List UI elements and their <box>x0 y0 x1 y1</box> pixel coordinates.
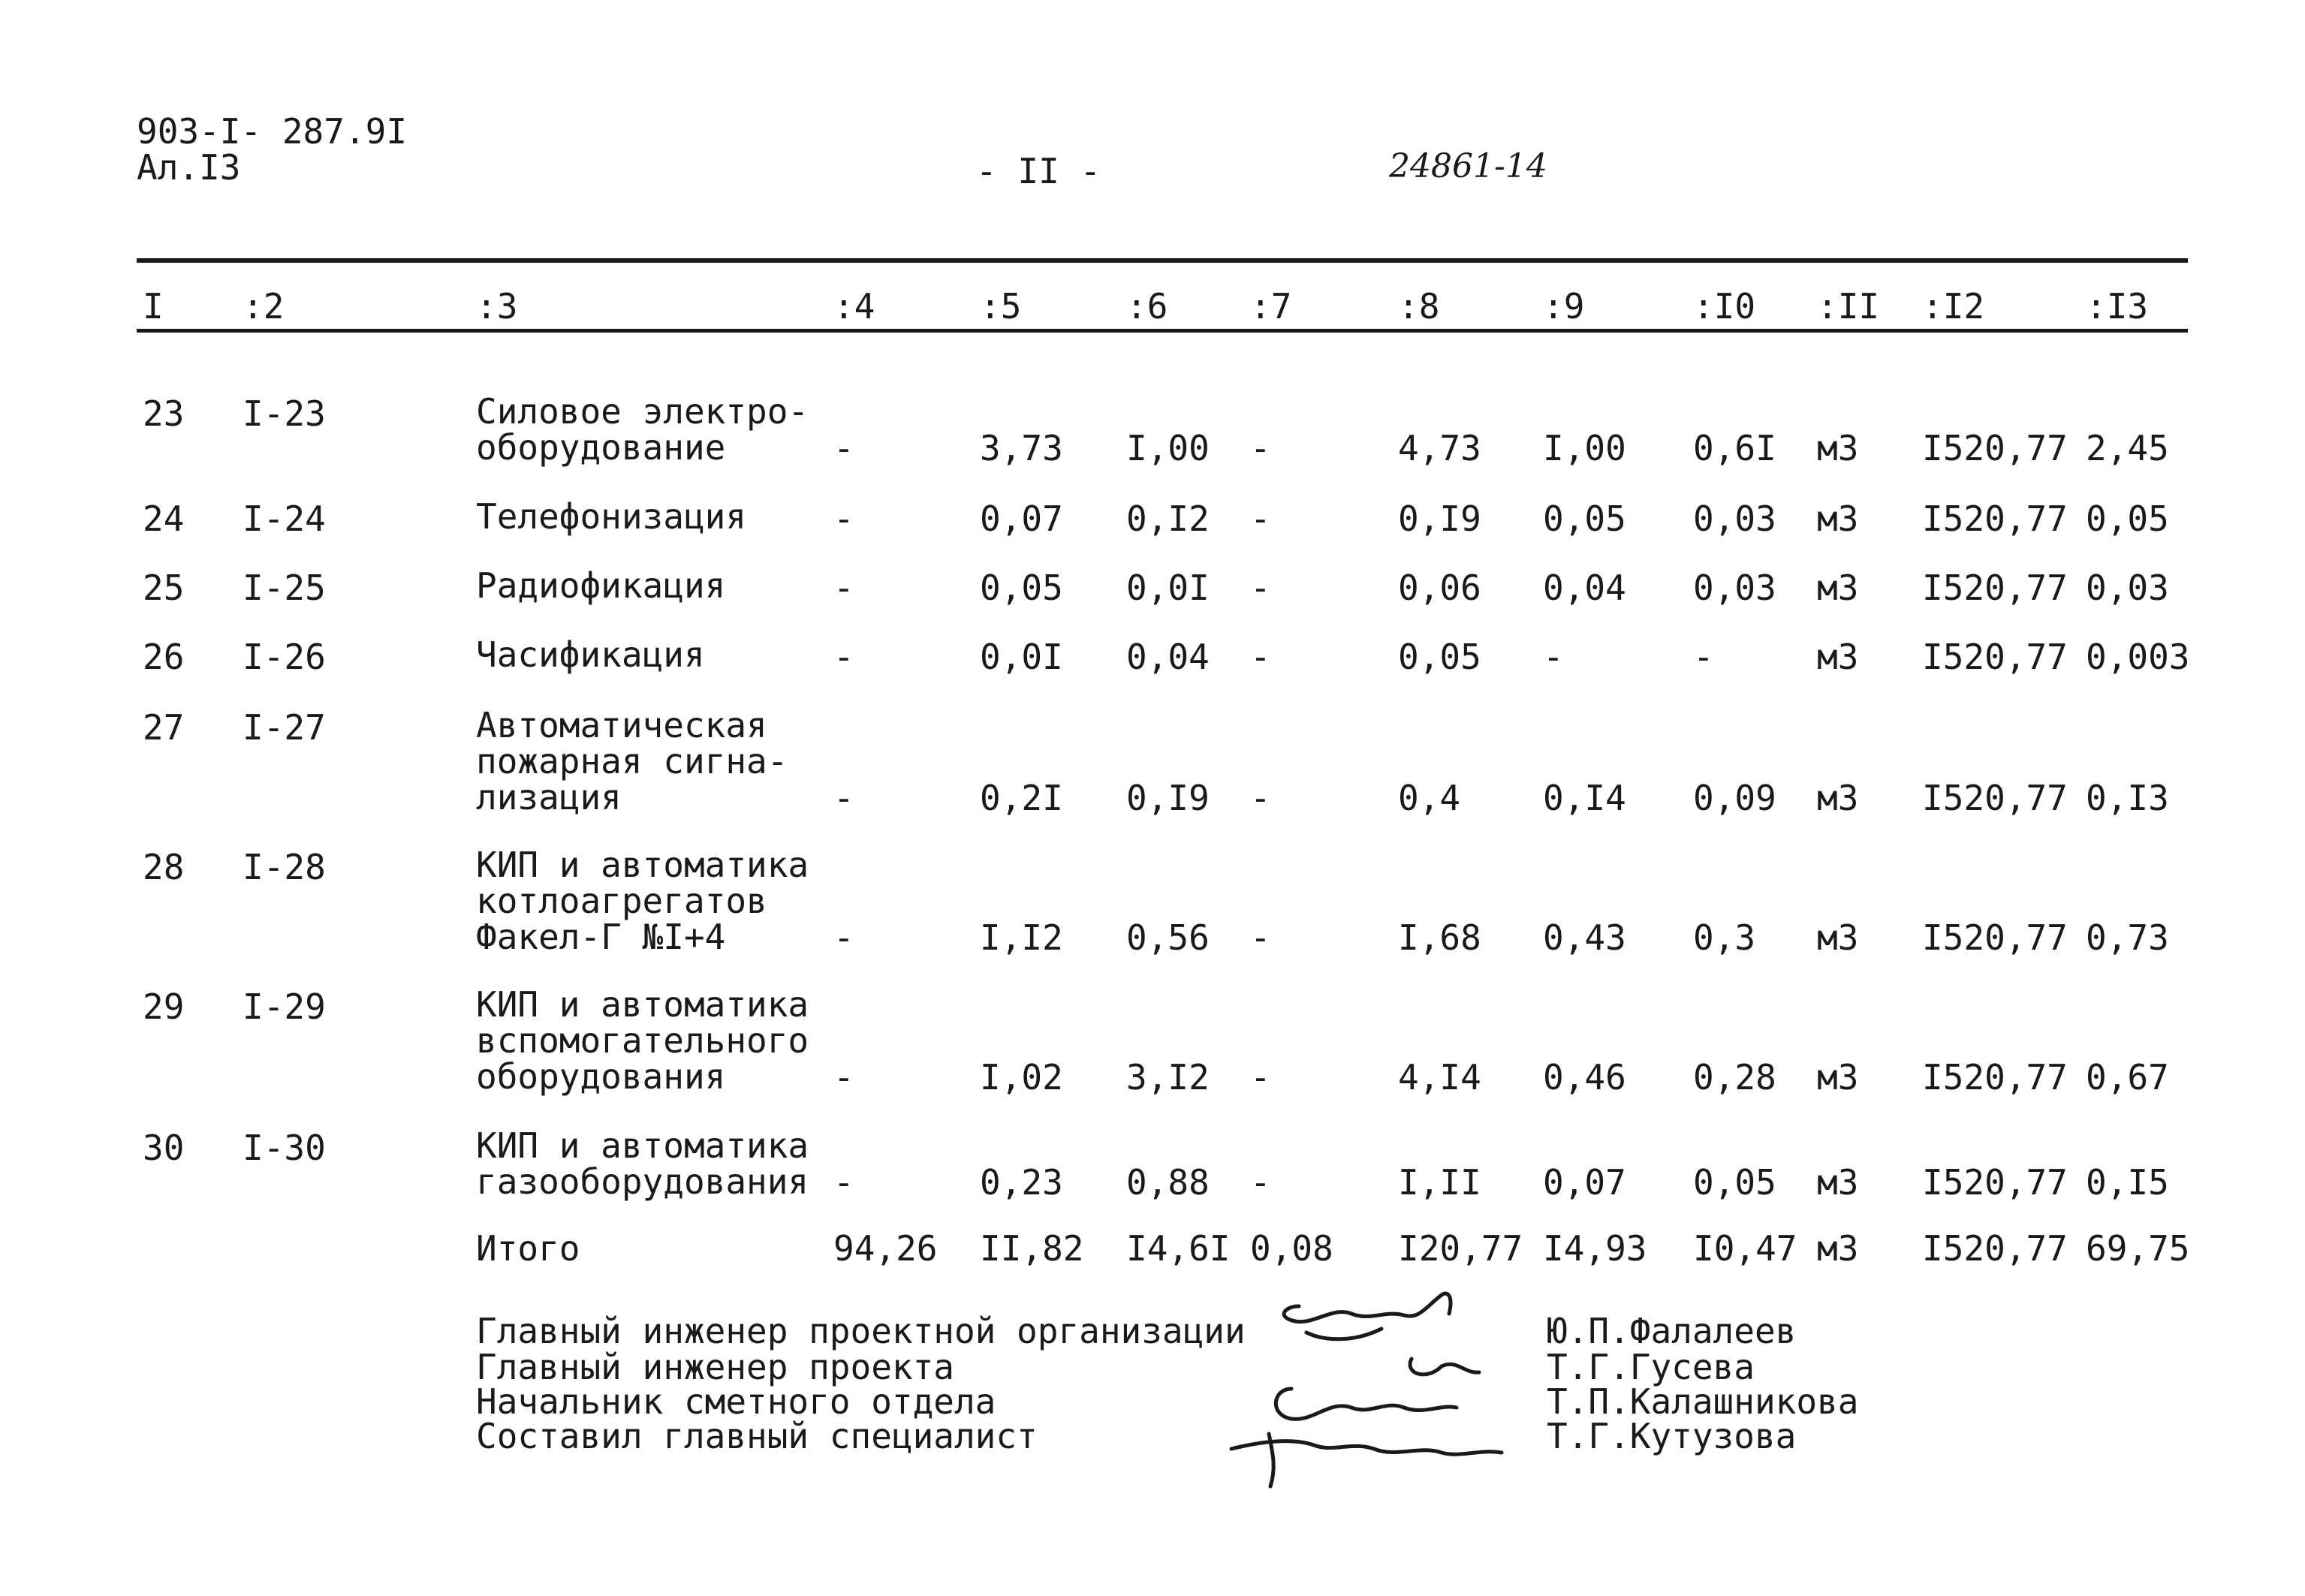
cell-col13: 0,73 <box>2086 917 2169 958</box>
document-code: 903-I- 287.9I <box>137 111 408 152</box>
cell-col6: 0,04 <box>1126 637 1210 677</box>
row-name: КИП и автоматика газооборудования <box>476 1125 809 1202</box>
cell-col8: 0,I9 <box>1398 498 1481 539</box>
total-col9: I4,93 <box>1543 1228 1647 1269</box>
cell-col5: 3,73 <box>980 428 1063 468</box>
cell-col4: - <box>833 428 854 468</box>
cell-unit: м3 <box>1817 568 1859 608</box>
cell-col13: 0,I3 <box>2086 778 2169 818</box>
cell-col12: I520,77 <box>1922 917 2068 958</box>
row-code: I-28 <box>243 847 326 887</box>
row-name: Силовое электро- оборудование <box>476 391 809 468</box>
row-number: 27 <box>143 707 185 748</box>
total-label: Итого <box>476 1228 580 1269</box>
column-header: :9 <box>1543 286 1585 327</box>
cell-col9: - <box>1543 637 1564 677</box>
cell-col7: - <box>1250 917 1271 958</box>
column-header: I <box>143 286 164 327</box>
row-code: I-25 <box>243 568 326 608</box>
row-number: 28 <box>143 847 185 887</box>
row-number: 29 <box>143 986 185 1027</box>
column-header: :5 <box>980 286 1022 327</box>
cell-col12: I520,77 <box>1922 498 2068 539</box>
cell-col5: I,I2 <box>980 917 1063 958</box>
cell-col10: 0,09 <box>1693 778 1776 818</box>
cell-col13: 0,05 <box>2086 498 2169 539</box>
page-number: - II - <box>976 151 1101 191</box>
cell-col8: 0,4 <box>1398 778 1461 818</box>
signatory-title: Составил главный специалист <box>476 1416 1038 1456</box>
cell-unit: м3 <box>1817 498 1859 539</box>
cell-col6: 0,0I <box>1126 568 1210 608</box>
cell-col13: 0,003 <box>2086 637 2190 677</box>
total-unit: м3 <box>1817 1228 1859 1269</box>
row-code: I-26 <box>243 637 326 677</box>
sheet-label: Ал.I3 <box>137 147 241 188</box>
cell-col10: 0,03 <box>1693 498 1776 539</box>
cell-col8: 0,05 <box>1398 637 1481 677</box>
cell-col6: 0,I9 <box>1126 778 1210 818</box>
cell-col13: 0,I5 <box>2086 1162 2169 1203</box>
cell-col4: - <box>833 637 854 677</box>
cell-col12: I520,77 <box>1922 637 2068 677</box>
cell-col13: 0,67 <box>2086 1057 2169 1098</box>
row-name: Радиофикация <box>476 565 726 606</box>
signatory-title: Начальник сметного отдела <box>476 1381 996 1422</box>
row-code: I-29 <box>243 986 326 1027</box>
row-number: 24 <box>143 498 185 539</box>
cell-col5: 0,0I <box>980 637 1063 677</box>
cell-col12: I520,77 <box>1922 1057 2068 1098</box>
cell-col9: 0,46 <box>1543 1057 1626 1098</box>
archive-number: 24861-14 <box>1389 147 1547 185</box>
signatory-title: Главный инженер проектной организации <box>476 1311 1246 1351</box>
column-header: :8 <box>1398 286 1440 327</box>
cell-col7: - <box>1250 1162 1271 1203</box>
cell-col4: - <box>833 778 854 818</box>
cell-col5: 0,05 <box>980 568 1063 608</box>
cell-col5: 0,07 <box>980 498 1063 539</box>
cell-col8: 0,06 <box>1398 568 1481 608</box>
cell-col9: 0,04 <box>1543 568 1626 608</box>
column-header: :I3 <box>2086 286 2149 327</box>
cell-col7: - <box>1250 568 1271 608</box>
column-header: :7 <box>1250 286 1292 327</box>
cell-col9: 0,05 <box>1543 498 1626 539</box>
cell-col10: 0,28 <box>1693 1057 1776 1098</box>
cell-col13: 0,03 <box>2086 568 2169 608</box>
cell-col4: - <box>833 1057 854 1098</box>
cell-col10: 0,03 <box>1693 568 1776 608</box>
row-name: КИП и автоматика вспомогательного оборудования <box>476 984 809 1097</box>
cell-col7: - <box>1250 778 1271 818</box>
cell-col4: - <box>833 1162 854 1203</box>
row-name: Автоматическая пожарная сигна- лизация <box>476 705 788 818</box>
cell-col6: 0,56 <box>1126 917 1210 958</box>
total-col7: 0,08 <box>1250 1228 1333 1269</box>
row-number: 25 <box>143 568 185 608</box>
cell-col6: 0,I2 <box>1126 498 1210 539</box>
cell-col7: - <box>1250 1057 1271 1098</box>
total-col10: I0,47 <box>1693 1228 1797 1269</box>
cell-col7: - <box>1250 498 1271 539</box>
column-header: :I0 <box>1693 286 1756 327</box>
cell-col9: 0,07 <box>1543 1162 1626 1203</box>
signatory-name: Ю.П.Фалалеев <box>1547 1311 1797 1351</box>
cell-col13: 2,45 <box>2086 428 2169 468</box>
cell-unit: м3 <box>1817 428 1859 468</box>
signatory-title: Главный инженер проекта <box>476 1347 954 1387</box>
cell-col9: I,00 <box>1543 428 1626 468</box>
cell-col7: - <box>1250 428 1271 468</box>
column-header: :I2 <box>1922 286 1985 327</box>
cell-col8: 4,I4 <box>1398 1057 1481 1098</box>
cell-col7: - <box>1250 637 1271 677</box>
table-header-rule <box>137 329 2188 333</box>
row-name: Телефонизация <box>476 496 747 537</box>
row-code: I-30 <box>243 1128 326 1168</box>
row-code: I-23 <box>243 393 326 434</box>
cell-col9: 0,I4 <box>1543 778 1626 818</box>
cell-unit: м3 <box>1817 637 1859 677</box>
signatory-name: Т.Г.Кутузова <box>1547 1416 1797 1456</box>
table-top-rule <box>137 258 2188 263</box>
cell-col6: I,00 <box>1126 428 1210 468</box>
cell-col12: I520,77 <box>1922 1162 2068 1203</box>
cell-col9: 0,43 <box>1543 917 1626 958</box>
total-col4: 94,26 <box>833 1228 938 1269</box>
total-col6: I4,6I <box>1126 1228 1231 1269</box>
row-number: 23 <box>143 393 185 434</box>
column-header: :2 <box>243 286 285 327</box>
total-col12: I520,77 <box>1922 1228 2068 1269</box>
cell-col5: 0,2I <box>980 778 1063 818</box>
cell-col10: 0,3 <box>1693 917 1756 958</box>
cell-col5: 0,23 <box>980 1162 1063 1203</box>
cell-col4: - <box>833 498 854 539</box>
cell-col12: I520,77 <box>1922 778 2068 818</box>
column-header: :6 <box>1126 286 1168 327</box>
cell-col8: 4,73 <box>1398 428 1481 468</box>
cell-col8: I,II <box>1398 1162 1481 1203</box>
cell-unit: м3 <box>1817 778 1859 818</box>
signatory-name: Т.Г.Гусева <box>1547 1347 1755 1387</box>
cell-unit: м3 <box>1817 917 1859 958</box>
row-code: I-24 <box>243 498 326 539</box>
row-number: 26 <box>143 637 185 677</box>
total-col13: 69,75 <box>2086 1228 2190 1269</box>
cell-col12: I520,77 <box>1922 428 2068 468</box>
row-name: КИП и автоматика котлоагрегатов Факел-Г №I+4 <box>476 845 809 957</box>
row-number: 30 <box>143 1128 185 1168</box>
cell-col8: I,68 <box>1398 917 1481 958</box>
column-header: :II <box>1817 286 1880 327</box>
column-header: :3 <box>476 286 518 327</box>
cell-col5: I,02 <box>980 1057 1063 1098</box>
signatory-name: Т.П.Калашникова <box>1547 1381 1859 1422</box>
cell-col10: 0,05 <box>1693 1162 1776 1203</box>
cell-col4: - <box>833 568 854 608</box>
row-code: I-27 <box>243 707 326 748</box>
cell-col6: 3,I2 <box>1126 1057 1210 1098</box>
total-col5: II,82 <box>980 1228 1084 1269</box>
column-header: :4 <box>833 286 875 327</box>
cell-col10: - <box>1693 637 1714 677</box>
cell-unit: м3 <box>1817 1057 1859 1098</box>
cell-col10: 0,6I <box>1693 428 1776 468</box>
cell-col4: - <box>833 917 854 958</box>
cell-col6: 0,88 <box>1126 1162 1210 1203</box>
cell-col12: I520,77 <box>1922 568 2068 608</box>
handwritten-signature <box>1201 1261 1532 1501</box>
row-name: Часификация <box>476 634 705 675</box>
cell-unit: м3 <box>1817 1162 1859 1203</box>
total-col8: I20,77 <box>1398 1228 1523 1269</box>
